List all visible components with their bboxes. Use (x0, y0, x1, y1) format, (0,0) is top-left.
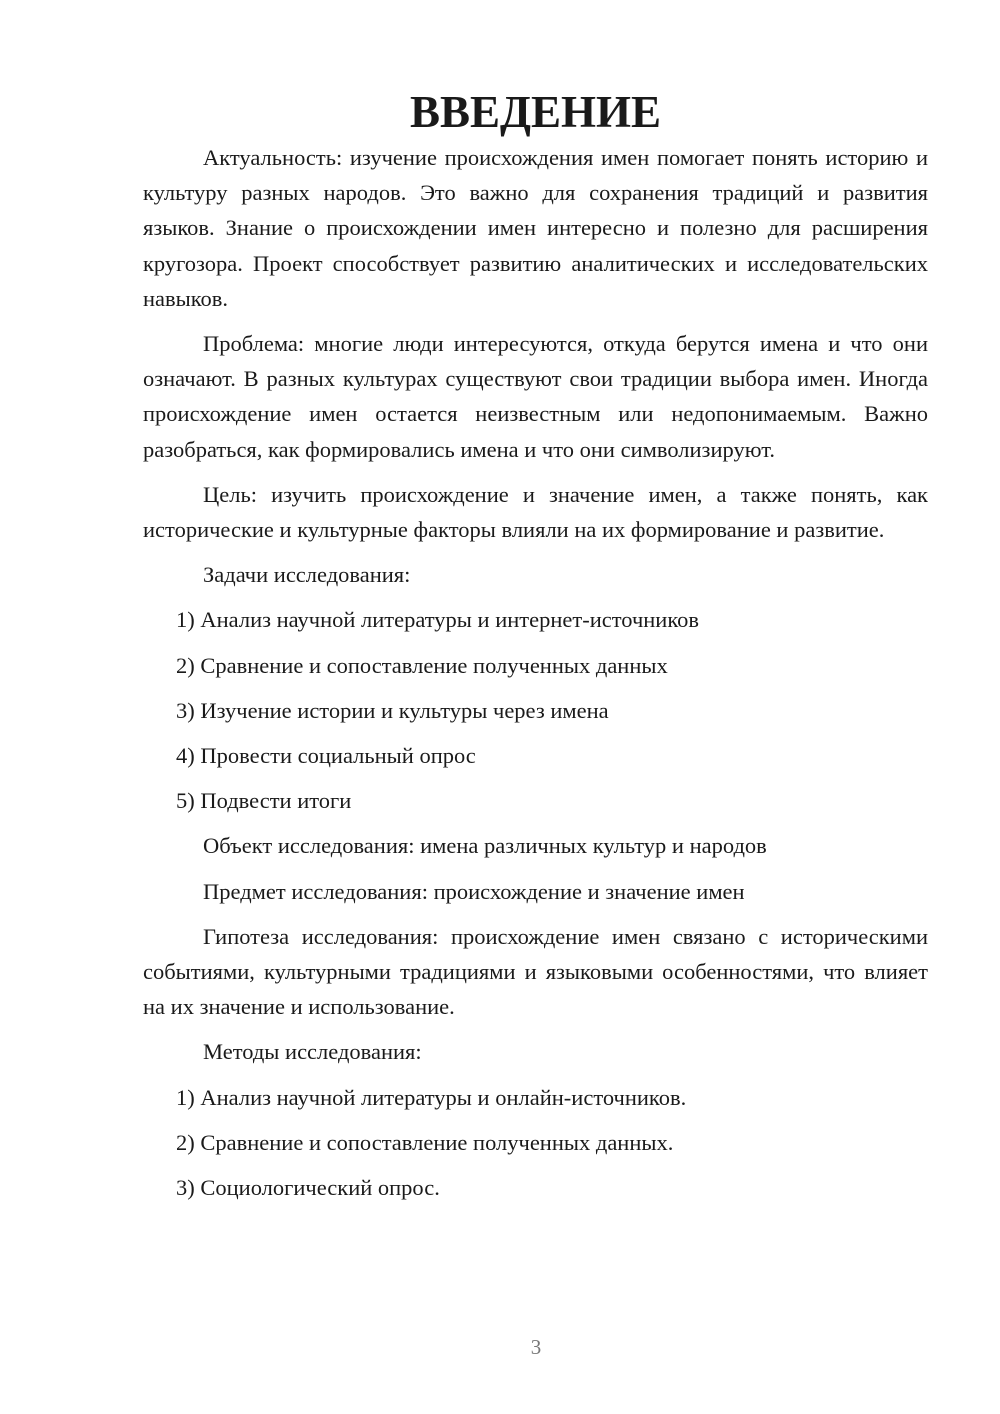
methods-heading: Методы исследования: (203, 1039, 422, 1065)
subject-line: Предмет исследования: происхождение и значение имен (203, 878, 745, 904)
page-number: 3 (530, 1335, 542, 1359)
task-item: 3) Изучение истории и культуры через имена (176, 697, 609, 723)
object-line: Объект исследования: имена различных культур и народов (203, 833, 767, 859)
hypothesis-paragraph: Гипотеза исследования: происхождение имен связано с историческими событиями, культурными традициями и языковыми особенностями, что влияет на их значение и использование. (143, 923, 928, 1020)
method-item: 3) Социологический опрос. (176, 1175, 440, 1201)
problem-paragraph: Проблема: многие люди интересуются, откуда берутся имена и что они означают. В разных культурах существуют свои традиции выбора имен. Иногда происхождение имен остается неизвестным или недопонимаемым. Важно разобраться, как формировались имена и что они символизируют. (143, 331, 928, 462)
task-item: 1) Анализ научной литературы и интернет-источников (176, 607, 700, 633)
text-column (143, 87, 928, 1205)
tasks-list (143, 602, 928, 818)
task-item: 5) Подвести итоги (176, 788, 352, 814)
method-item: 1) Анализ научной литературы и онлайн-источников. (176, 1084, 687, 1110)
relevance-paragraph: Актуальность: изучение происхождения имен помогает понять историю и культуру разных народов. Это важно для сохранения традиций и развития языков. Знание о происхождении имен интересно и полезно для расширения кругозора. Проект способствует развитию аналитических и исследовательских навыков. (143, 145, 928, 311)
method-item: 2) Сравнение и сопоставление полученных данных. (176, 1129, 674, 1155)
tasks-heading: Задачи исследования: (203, 562, 411, 588)
goal-paragraph: Цель: изучить происхождение и значение имен, а также понять, как исторические и культурные факторы влияли на их формирование и развитие. (143, 481, 928, 543)
page-title: ВВЕДЕНИЕ (409, 87, 662, 137)
task-item: 2) Сравнение и сопоставление полученных данных (176, 652, 668, 678)
methods-list (143, 1080, 928, 1206)
task-item: 4) Провести социальный опрос (176, 743, 476, 769)
